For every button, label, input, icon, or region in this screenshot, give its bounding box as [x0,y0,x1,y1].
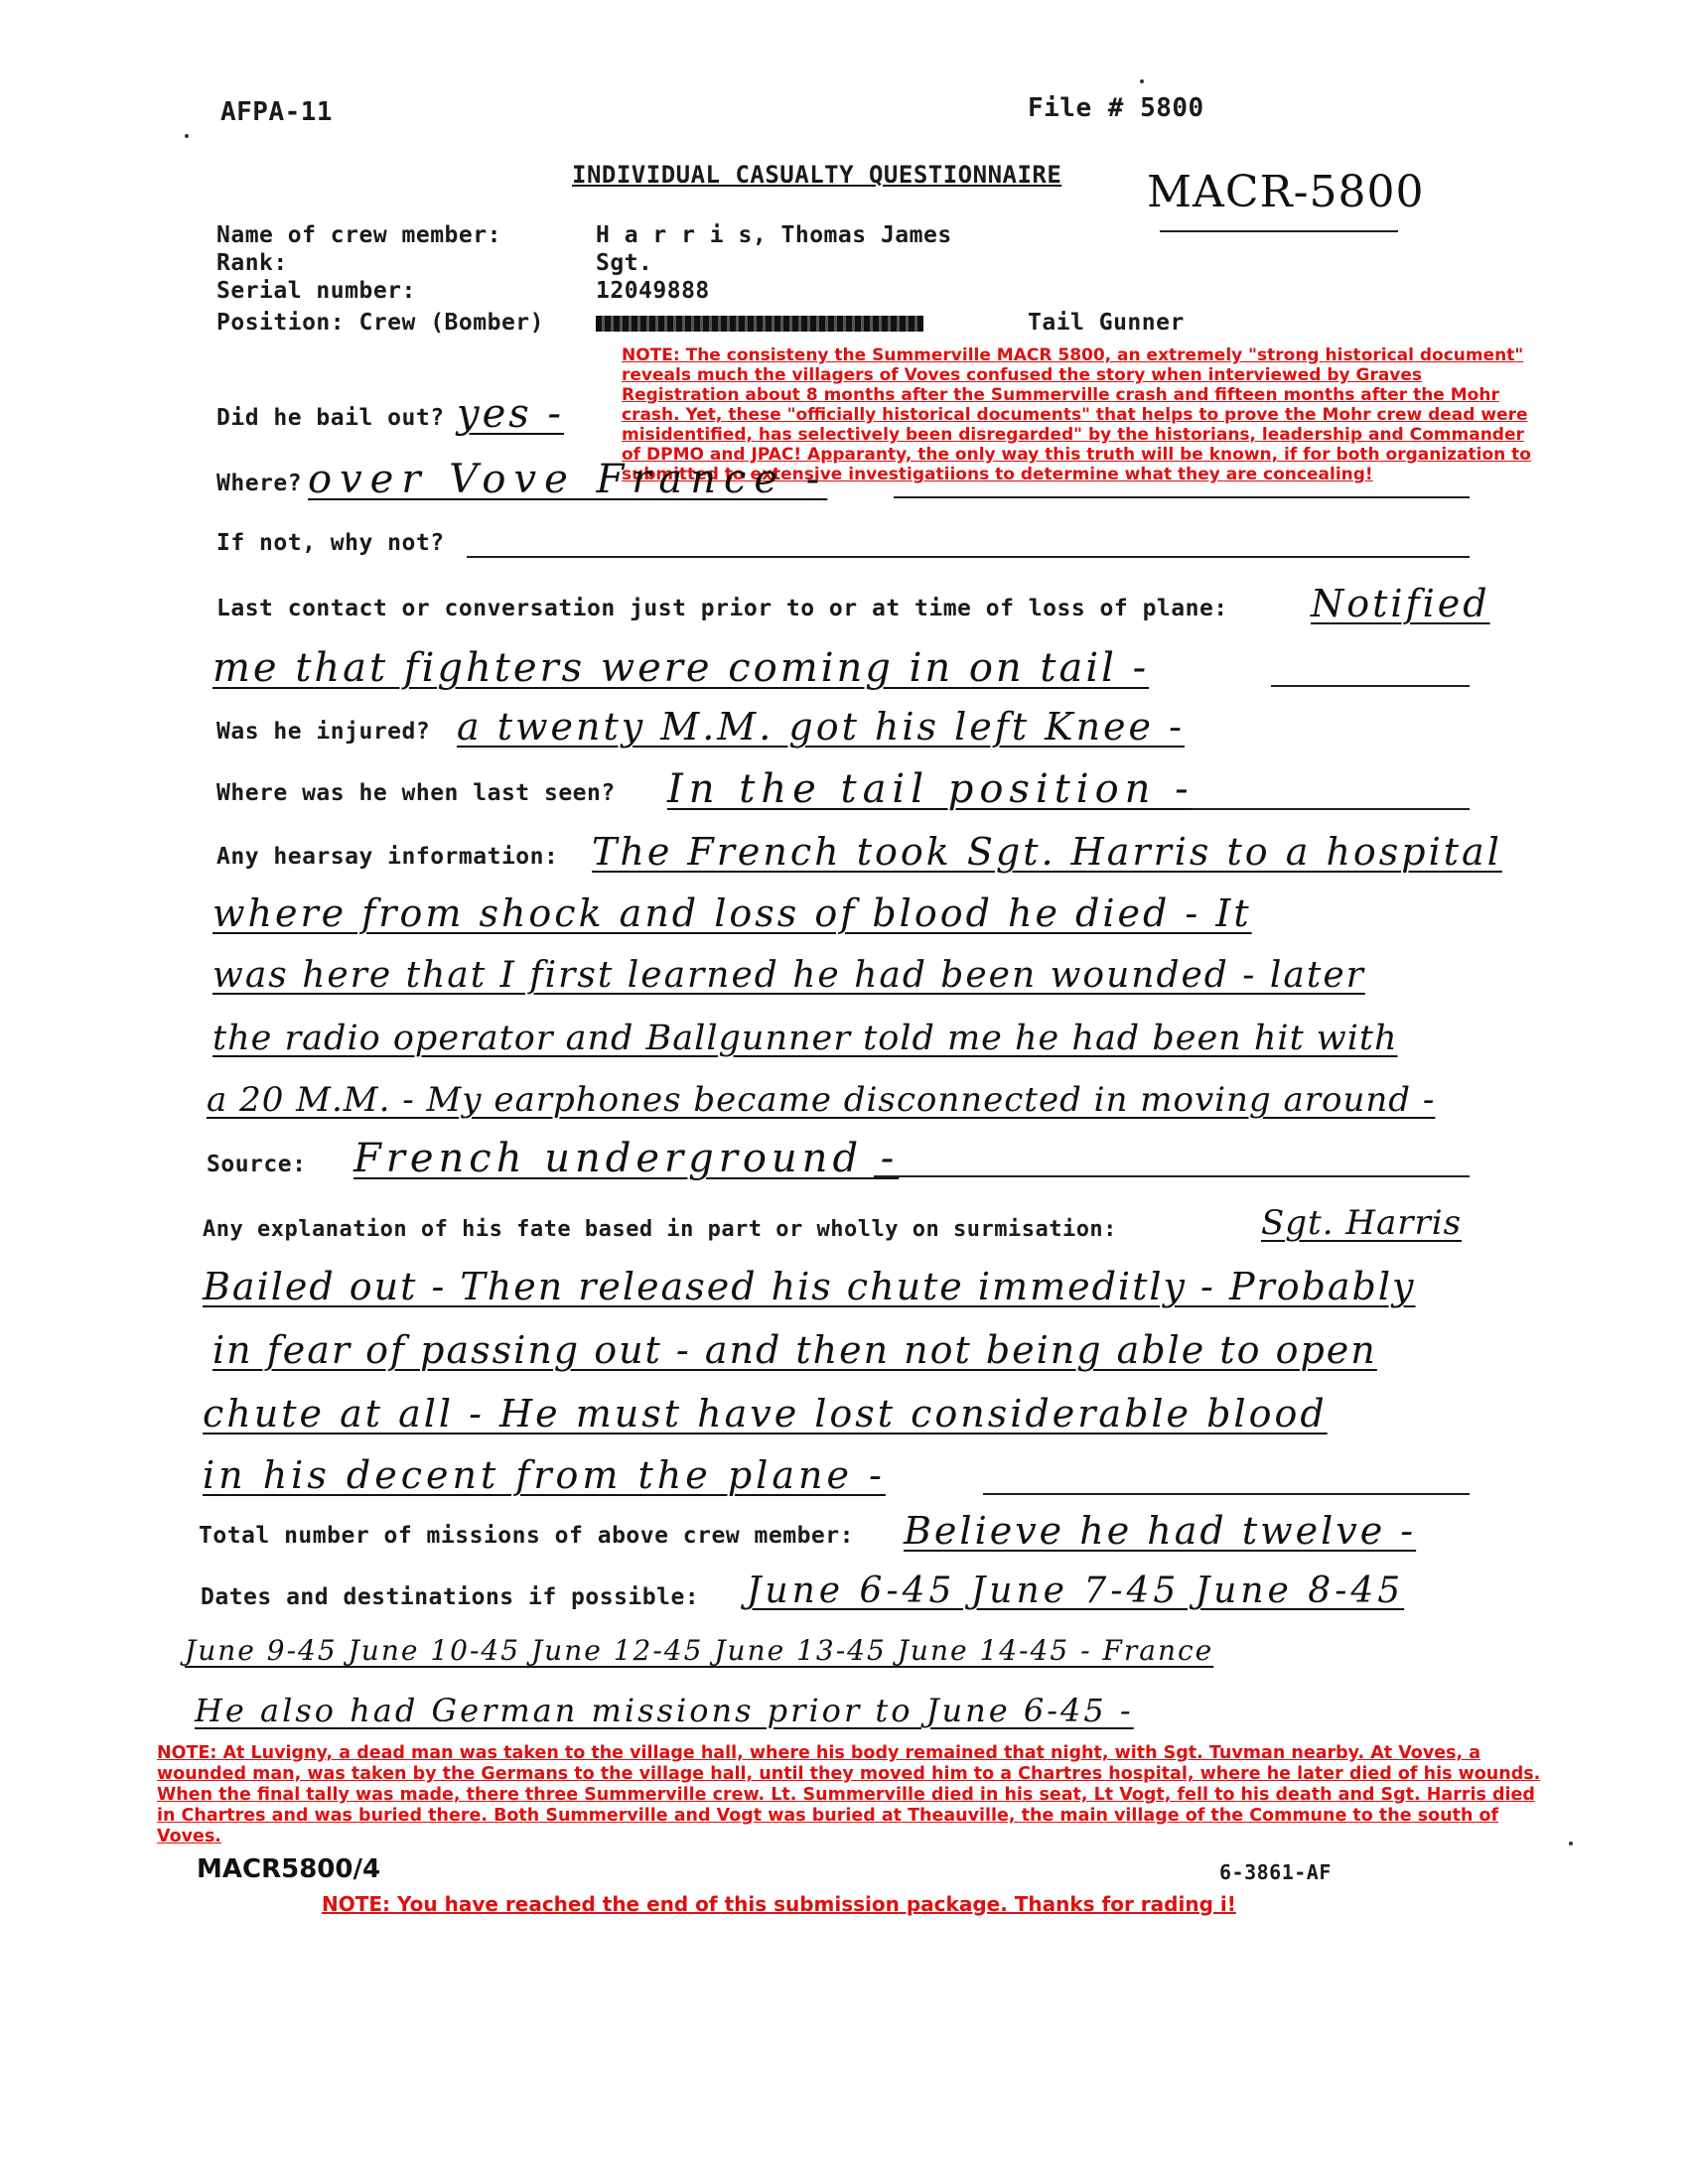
position-label: Position: Crew (Bomber) [216,310,544,336]
hearsay-line-1: The French took Sgt. Harris to a hospital [592,830,1502,874]
note-end: NOTE: You have reached the end of this submission package. Thanks for rading i! [322,1892,1236,1916]
dates-line-1: June 6-45 June 7-45 June 8-45 [747,1570,1405,1611]
contact-label: Last contact or conversation just prior to or at time of loss of plane: [216,596,1228,621]
where-label: Where? [216,471,303,496]
hearsay-line-5: a 20 M.M. - My earphones became disconnected in moving around - [207,1080,1436,1120]
bail-value: yes - [457,391,565,437]
where-rule [894,496,1470,498]
source-rule [874,1175,1470,1177]
injured-value: a twenty M.M. got his left Knee - [457,705,1185,749]
contact-value-1: Notified [1311,582,1490,625]
contact-rule [1271,685,1470,687]
form-title: INDIVIDUAL CASUALTY QUESTIONNAIRE [572,161,1062,189]
source-label: Source: [207,1152,307,1177]
injured-label: Was he injured? [216,719,431,745]
hearsay-label: Any hearsay information: [216,844,559,870]
macr-handwritten: MACR-5800 [1147,167,1425,217]
explain-line-0: Sgt. Harris [1261,1203,1463,1243]
form-number: 6-3861-AF [1219,1860,1332,1884]
explain-rule [983,1493,1470,1495]
name-value: H a r r i s, Thomas James [596,222,952,248]
lastseen-rule [1192,808,1470,810]
hearsay-line-4: the radio operator and Ballgunner told me he had been hit with [212,1019,1398,1058]
explain-line-2: in fear of passing out - and then not being able to open [212,1328,1377,1372]
bail-label: Did he bail out? [216,405,445,431]
ifnot-rule [467,556,1470,558]
source-value: French underground - [353,1136,900,1181]
serial-value: 12049888 [596,278,710,304]
redaction-strike [596,316,923,332]
ifnot-label: If not, why not? [216,530,445,556]
position-value: Tail Gunner [1028,310,1185,336]
name-label: Name of crew member: [216,222,501,248]
rank-value: Sgt. [596,250,653,276]
hearsay-line-3: was here that I first learned he had been wounded - later [212,955,1365,996]
scan-speck [1140,79,1144,83]
explain-line-1: Bailed out - Then released his chute immeditly - Probably [203,1265,1416,1308]
dates-line-3: He also had German missions prior to June 6-45 - [195,1692,1134,1729]
dates-label: Dates and destinations if possible: [201,1584,700,1610]
note-top: NOTE: The consisteny the Summerville MACR 5800, an extremely "strong historical document" reveals much the villagers of Voves confused the story when interviewed by Graves Registration about 8 months after the Summerville crash and fifteen months after the Mohr crash. Yet, these "officially historical documents" that helps to prove the Mohr crew dead were misidentified, has selectively been disregarded" by the historians, leadership and Commander of DPMO and JPAC! Apparanty, the only way this truth will be known, if for both organization to submitted to extensive investigatiions to determine what they are concealing! [622,345,1531,484]
explain-label: Any explanation of his fate based in part or wholly on surmisation: [203,1217,1117,1242]
scan-speck [185,134,189,138]
scan-speck [1569,1842,1573,1845]
note-bottom: NOTE: At Luvigny, a dead man was taken to the village hall, where his body remained that night, with Sgt. Tuvman nearby. At Voves, a wounded man, was taken by the Germans to the village hall, until they moved him to a Chartres hospital, where he later died of his wounds. When the final tally was made, there three Summerville crew. Lt. Summerville died in his seat, Lt Vogt, fell to his death and Sgt. Harris died in Chartres and was buried there. Both Summerville and Vogt was buried at Theauville, the main village of the Commune to the south of Voves. [157,1743,1541,1846]
macr-underline [1160,230,1398,232]
where-value: over Vove France - [308,457,828,502]
rank-label: Rank: [216,250,288,276]
serial-label: Serial number: [216,278,416,304]
lastseen-value: In the tail position - [667,766,1195,812]
form-code: AFPA-11 [220,97,334,127]
lastseen-label: Where was he when last seen? [216,780,616,806]
explain-line-4: in his decent from the plane - [203,1453,886,1497]
missions-value: Believe he had twelve - [904,1509,1417,1553]
missions-label: Total number of missions of above crew member: [199,1523,854,1549]
page-ref: MACR5800/4 [197,1854,381,1884]
explain-line-3: chute at all - He must have lost considerable blood [203,1392,1328,1435]
file-number: File # 5800 [1028,93,1204,123]
dates-line-2: June 9-45 June 10-45 June 12-45 June 13-45 June 14-45 - France [185,1634,1214,1667]
contact-value-2: me that fighters were coming in on tail - [212,645,1150,691]
hearsay-line-2: where from shock and loss of blood he died - It [212,891,1252,935]
